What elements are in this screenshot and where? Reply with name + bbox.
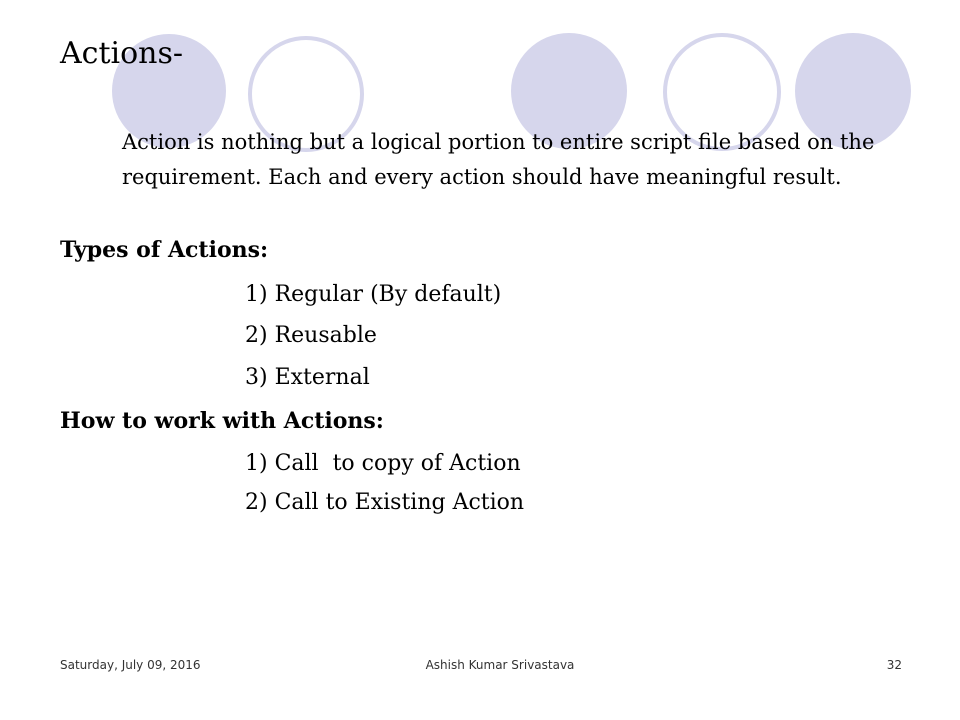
footer-author: Ashish Kumar Srivastava (425, 658, 575, 672)
types-list-item: 1) Regular (By default) (245, 282, 502, 307)
footer-page-number: 32 (886, 658, 902, 672)
slide-title: Actions- (60, 36, 184, 71)
types-list-item: 2) Reusable (245, 323, 377, 348)
howto-list-item: 2) Call to Existing Action (245, 490, 525, 515)
types-list-item: 3) External (245, 365, 370, 390)
howto-heading: How to work with Actions: (60, 408, 384, 434)
howto-list-item: 1) Call to copy of Action (245, 451, 521, 476)
intro-paragraph: Action is nothing but a logical portion to entire script file based on the requirement. Each and every action should have meaningful result. (122, 130, 875, 189)
footer-date: Saturday, July 09, 2016 (60, 658, 201, 672)
types-heading: Types of Actions: (60, 237, 269, 263)
